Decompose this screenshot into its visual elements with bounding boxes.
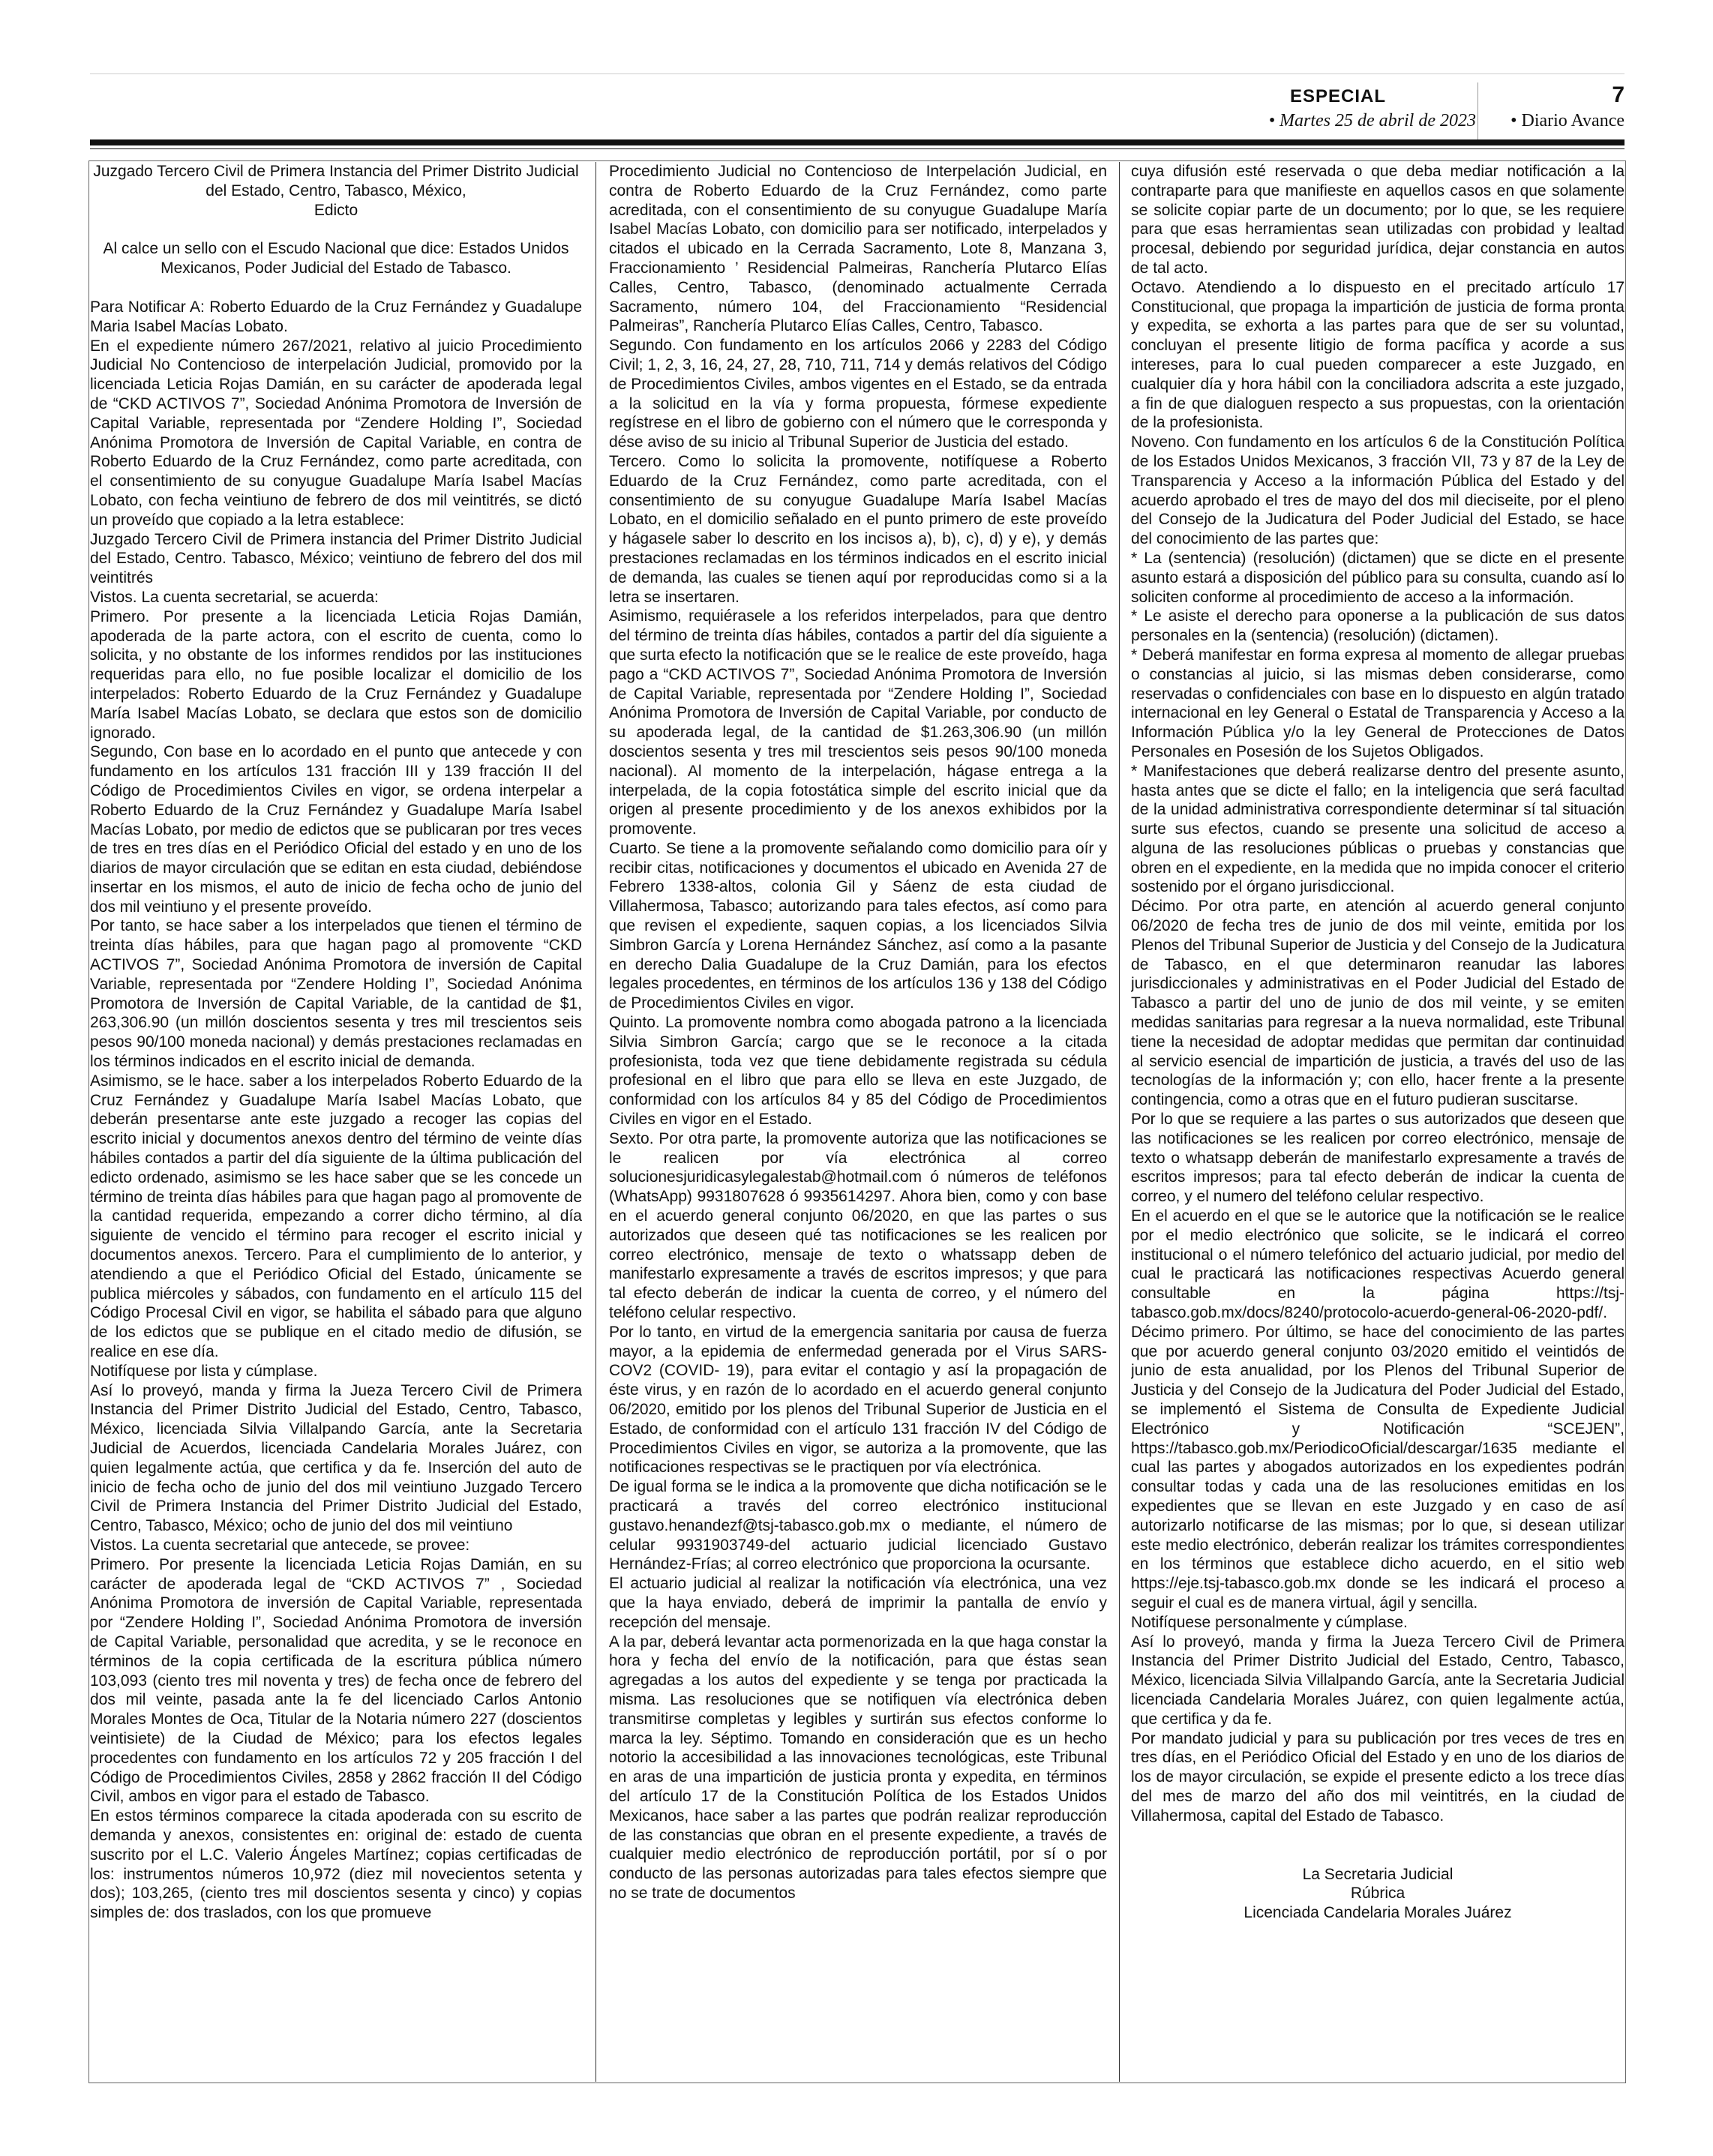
paragraph: Décimo primero. Por último, se hace del conocimiento de las partes que por acuerdo general conjunto 03/2020 emitido el veintidós de junio de esta anualidad, por los Plenos del Tribunal Superior de Justicia y del Consejo de la Judicatura del Poder Judicial del Estado, se implementó el Sistema de Consulta de Expediente Judicial Electrónico y Notificación “SCEJEN”, https://tabasco.gob.mx/PeriodicoOficial/descargar/1635 mediante el cual las partes y abogados autorizados en los expedientes podrán consultar todas y cada una de las resoluciones emitidas en los expedientes que se llevan en este Juzgado y en caso de así autorizarlo notificarse de las mismas; por lo que, si desean utilizar este medio electrónico, deberán realizar los trámites correspondientes en los términos que establece dicho acuerdo, en el sitio web https://eje.tsj-tabasco.gob.mx donde se les indicará el proceso a seguir el cual es de manera virtual, ágil y sencilla.: [1131, 1323, 1624, 1612]
paragraph: * Deberá manifestar en forma expresa al momento de allegar pruebas o constancias al juicio, si las mismas deben considerarse, como reservadas o confidenciales con base en lo dispuesto en algún tratado internacional en ley General o Estatal de Transparencia y Acceso a la Información Pública y/o la ley General de Protecciones de Datos Personales en Posesión de los Sujetos Obligados.: [1131, 646, 1624, 760]
section-label: ESPECIAL: [1289, 86, 1386, 106]
paragraph: Quinto. La promovente nombra como abogada patrono a la licenciada Silvia Simbron García; cargo que se le reconoce a la citada profesionista, toda vez que tiene debidamente registrada su cédula profesional en el libro que para ello se lleva en este Juzgado, de conformidad con los artículos 84 y 85 del Código de Procedimientos Civiles en vigor en el Estado.: [609, 1014, 1107, 1129]
column-1: [90, 162, 582, 2082]
seal-notice: Al calce un sello con el Escudo Nacional que dice: Estados Unidos Mexicanos, Poder Judicial del Estado de Tabasco.: [103, 240, 569, 277]
signature-rubric: Rúbrica: [1350, 1885, 1406, 1903]
paragraph: De igual forma se le indica a la promovente que dicha notificación se le practicará a través del correo electrónico institucional gustavo.henandezf@tsj-tabasco.gob.mx o mediante, el número de celular 9931903749-del actuario judicial licenciado Gustavo Hernández-Frías; al correo electrónico que proporciona la ocursante.: [609, 1478, 1107, 1573]
court-heading: Juzgado Tercero Civil de Primera Instancia del Primer Distrito Judicial del Estado, Centro, Tabasco, México,: [93, 163, 579, 199]
paragraph: Segundo. Con fundamento en los artículos 2066 y 2283 del Código Civil; 1, 2, 3, 16, 24, 27, 28, 710, 711, 714 y demás relativos del Código de Procedimientos Civiles, ambos vigentes en el Estado, se da entrada a la solicitud en la vía y forma propuesta, fórmese expediente regístrese en el libro de gobierno con el número que le corresponda y dése aviso de su inicio al Tribunal Superior de Justicia del estado.: [609, 337, 1107, 451]
paragraph: A la par, deberá levantar acta pormenorizada en la que haga constar la hora y fecha del envío de la notificación, para que éstas sean agregadas a los autos del expediente y se tenga por practicada la misma. Las resoluciones que se notifiquen vía electrónica deben transmitirse completas y legibles y surtirán sus efectos conforme lo marca la ley. Séptimo. Tomando en consideración que es un hecho notorio la accesibilidad a las innovaciones tecnológicas, este Tribunal en aras de una impartición de justicia pronta y expedita, en términos del artículo 17 de la Constitución Política de los Estados Unidos Mexicanos, hace saber a las partes que podrán realizar reproducción de las constancias que obran en el presente expediente, a través de cualquier medio electrónico de reproducción portátil, por sí o por conducto de las personas autorizadas para tales efectos siempre que no se trate de documentos: [609, 1633, 1107, 1902]
paragraph: El actuario judicial al realizar la notificación vía electrónica, una vez que la haya enviado, deberá de imprimir la pantalla de envío y recepción del mensaje.: [609, 1575, 1107, 1631]
paragraph: Notifíquese por lista y cúmplase.: [90, 1362, 318, 1380]
issue-date: • Martes 25 de abril de 2023: [1268, 111, 1476, 130]
paragraph: * La (sentencia) (resolución) (dictamen) que se dicte en el presente asunto estará a disposición del público para su consulta, cuando así lo soliciten conforme al procedimiento de acceso a la información.: [1131, 549, 1624, 606]
paragraph: Para Notificar A: Roberto Eduardo de la Cruz Fernández y Guadalupe Maria Isabel Macías Lobato.: [90, 298, 582, 335]
signature-name: Licenciada Candelaria Morales Juárez: [1244, 1904, 1512, 1922]
paragraph: Sexto. Por otra parte, la promovente autoriza que las notificaciones se le realicen por vía electrónica al correo solucionesjuridicasylegalestab@hotmail.com ó números de teléfonos (WhatsApp) 9931807628 ó 9935614297. Ahora bien, como y con base en el acuerdo general conjunto 06/2020, en que las partes o sus autorizados que deseen qué tas notificaciones se les realicen por correo electrónico, mensaje de texto o whatssapp deben de manifestarlo expresamente a través de escritos impresos; y que para tal efecto deberán de indicar la cuenta de correo, y el número del teléfono celular respectivo.: [609, 1129, 1107, 1322]
page-number: 7: [1612, 82, 1624, 107]
paragraph: Por lo que se requiere a las partes o sus autorizados que deseen que las notificaciones se les realicen por correo electrónico, mensaje de texto o whatsapp deberán de manifestarlo expresamente a través de escritos impresos; para tal efecto deberán de indicar la cuenta de correo, y el numero del teléfono celular respectivo.: [1131, 1111, 1624, 1206]
paragraph: Asimismo, se le hace. saber a los interpelados Roberto Eduardo de la Cruz Fernández y Guadalupe María Isabel Macías Lobato, que deberán presentarse ante este juzgado a recoger las copias del escrito inicial y documentos anexos dentro del término de veinte días hábiles contados a partir del día siguiente de la última publicación del edicto ordenado, asimismo se les hace saber que se les concede un término de treinta días hábiles para que hagan pago al promovente de la cantidad requerida, empezando a correr dicho término, al día siguiente de vencido el término para recoger el escrito inicial y documentos anexos. Tercero. Para el cumplimiento de lo anterior, y atendiendo a que el Periódico Oficial del Estado, únicamente se publica miércoles y sábados, con fundamento en el artículo 115 del Código Procesal Civil en vigor, se habilita el sábado para que alguno de los edictos que se publique en el citado medio de difusión, se realice en ese día.: [90, 1072, 582, 1361]
paragraph: Tercero. Como lo solicita la promovente, notifíquese a Roberto Eduardo de la Cruz Fernández, como parte acreditada, con el consentimiento de su conyugue Guadalupe María Isabel Macías Lobato, en el domicilio señalado en el punto primero de este proveído y hágasele saber lo descrito en los incisos a), b), c), d) y e), y demás prestaciones reclamadas en los términos indicados en el escrito inicial de demanda, las cuales se tienen aquí por reproducidas como si a la letra se insertaren.: [609, 452, 1107, 606]
edict-title: Edicto: [314, 201, 358, 219]
paragraph: Décimo. Por otra parte, en atención al acuerdo general conjunto 06/2020 de fecha tres de junio de dos mil veinte, emitida por los Plenos del Tribunal Superior de Justicia y del Consejo de la Judicatura de Tabasco, en el que determinaron reanudar las labores jurisdiccionales y administrativas en el Poder Judicial del Estado de Tabasco a partir del uno de junio de dos mil veinte, y se emiten medidas sanitarias para regresar a la nueva normalidad, este Tribunal tiene la necesidad de adoptar medidas que permitan dar continuidad al servicio esencial de impartición de justicia, a través del uso de las tecnologías de la información y; con ello, hacer frente a la presente contingencia, como a otras que en el futuro pudieran suscitarse.: [1131, 898, 1624, 1109]
paragraph: Noveno. Con fundamento en los artículos 6 de la Constitución Política de los Estados Unidos Mexicanos, 3 fracción VII, 73 y 87 de la Ley de Transparencia y Acceso a la información Pública del Estado y del acuerdo aprobado el tres de mayo del dos mil dieciseite, por el pleno del Consejo de la Judicatura del Poder Judicial del Estado, se hace del conocimiento de las partes que:: [1131, 433, 1624, 548]
paragraph: Procedimiento Judicial no Contencioso de Interpelación Judicial, en contra de Roberto Eduardo de la Cruz Fernández, como parte acreditada, con el consentimiento de su conyugue Guadalupe María Isabel Macías Lobato, con domicilio para ser notificado, interpelados y citados el ubicado en la Cerrada Sacramento, Lote 8, Manzana 3, Fraccionamiento ’ Residencial Palmeiras, Ranchería Plutarco Elías Calles, Centro, Tabasco, (denominado actualmente Cerrada Sacramento, número 104, del Fraccionamiento “Residencial Palmeiras”, Ranchería Plutarco Elías Calles, Centro, Tabasco.: [609, 163, 1107, 335]
paragraph: Primero. Por presente a la licenciada Leticia Rojas Damián, apoderada de la parte actora, con el escrito de cuenta, como lo solicita, y no obstante de los informes rendidos por las instituciones requeridas para ello, no fue posible localizar el domicilio de los interpelados: Roberto Eduardo de la Cruz Fernández y Guadalupe María Isabel Macías Lobato, se declara que estos son de domicilio ignorado.: [90, 607, 582, 742]
column-divider-2: [1119, 162, 1120, 2082]
paragraph: cuya difusión esté reservada o que deba mediar notificación a la contraparte para que manifieste en aquellos casos en que solamente se solicite copiar parte de un documento; por lo que, se les requiere para que esas herramientas sean utilizadas con probidad y lealtad procesal, debiendo por seguridad jurídica, dejar constancia en autos de tal acto.: [1131, 163, 1624, 277]
top-hairline: [90, 73, 1624, 74]
paragraph: * Le asiste el derecho para oponerse a la publicación de sus datos personales en la (sentencia) (resolución) (dictamen).: [1131, 607, 1624, 645]
paragraph: Así lo proveyó, manda y firma la Jueza Tercero Civil de Primera Instancia del Primer Distrito Judicial del Estado, Centro, Tabasco, México, licenciada Silvia Villalpando García, ante la Secretaria Judicial licenciada Candelaria Morales Juárez, con quien legalmente actúa, que certifica y da fe.: [1131, 1633, 1624, 1728]
paragraph: Octavo. Atendiendo a lo dispuesto en el precitado artículo 17 Constitucional, que propaga la impartición de justicia de forma pronta y expedita, se exhorta a las partes para que de ser su voluntad, concluyan el presente litigio de forma pacífica y acorde a sus intereses, para lo cual pueden comparecer a este Juzgado, en cualquier día y hora hábil con la conciliadora adscrita a este juzgado, a fin de que dialoguen respecto a sus propuestas, con la orientación de la profesionista.: [1131, 278, 1624, 432]
paragraph: En estos términos comparece la citada apoderada con su escrito de demanda y anexos, consistentes en: original de: estado de cuenta suscrito por el L.C. Valerio Ángeles Martínez; copias certificadas de los: instrumentos números 10,972 (diez mil novecientos setenta y dos); 103,265, (ciento tres mil doscientos sesenta y cinco) y copias simples de: dos traslados, con los que promueve: [90, 1807, 582, 1922]
paragraph: Vistos. La cuenta secretarial, se acuerda:: [90, 588, 379, 606]
paragraph: Por tanto, se hace saber a los interpelados que tienen el término de treinta días hábiles, para que hagan pago al promovente “CKD ACTIVOS 7”, Sociedad Anónima Promotora de inversión de Capital Variable, representada por “Zendere Holding I”, Sociedad Anónima Promotora de Inversión de Capital Variable, de la cantidad de $1, 263,306.90 (un millón doscientos sesenta y tres mil trescientos seis pesos 90/100 moneda nacional) y demás prestaciones reclamadas en los términos indicados en el escrito inicial de demanda.: [90, 917, 582, 1071]
paragraph: Por lo tanto, en virtud de la emergencia sanitaria por causa de fuerza mayor, a la epidemia de enfermedad generada por el Virus SARS-COV2 (COVID- 19), para evitar el contagio y así la propagación de éste virus, y en razón de lo acordado en el acuerdo general conjunto 06/2020, emitido por los plenos del Tribunal Superior de Justicia en el Estado, de conformidad con el artículo 131 fracción IV del Código de Procedimientos Civiles en vigor, se autoriza a la promovente, que las notificaciones respectivas se le practiquen por vía electrónica.: [609, 1323, 1107, 1477]
paragraph: Segundo, Con base en lo acordado en el punto que antecede y con fundamento en los artículos 131 fracción III y 139 fracción II del Código de Procedimientos Civiles en vigor, se ordena interpelar a Roberto Eduardo de la Cruz Fernández y Guadalupe María Isabel Macías Lobato, por medio de edictos que se publicaran por tres veces de tres en tres días en el Periódico Oficial del estado y en uno de los diarios de mayor circulación que se editan en esta ciudad, debiéndose insertar en los mismos, el auto de inicio de fecha ocho de junio del dos mil veintiuno y el presente proveído.: [90, 743, 582, 916]
paragraph: En el expediente número 267/2021, relativo al juicio Procedimiento Judicial No Contencioso de interpelación Judicial, promovido por la licenciada Leticia Rojas Damián, en su carácter de apoderada legal de “CKD ACTIVOS 7”, Sociedad Anónima Promotora de Inversión de Capital Variable, representada por “Zendere Holding I”, Sociedad Anónima Promotora de Inversión de Capital Variable, en contra de Roberto Eduardo de la Cruz Fernández, como parte acreditada, con el consentimiento de su conyugue Guadalupe María Isabel Macías Lobato, con fecha veintiuno de febrero de dos mil veintitrés, se dictó un proveído que copiado a la letra establece:: [90, 337, 582, 529]
paragraph: Primero. Por presente la licenciada Leticia Rojas Damián, en su carácter de apoderada legal de “CKD ACTIVOS 7” , Sociedad Anónima Promotora de inversión de Capital Variable, representada por “Zendere Holding I”, Sociedad Anónima Promotora de inversión de Capital Variable, personalidad que acredita, y se le reconoce en términos de la copia certificada de la escritura pública número 103,093 (ciento tres mil noventa y tres) de fecha once de febrero del dos mil veinte, pasada ante la fe del licenciado Carlos Antonio Morales Montes de Oca, Titular de la Notaria número 227 (doscientos veintisiete) de la Ciudad de México; para los efectos legales procedentes con fundamento en los artículos 72 y 205 fracción I del Código de Procedimientos Civiles, 2858 y 2862 fracción II del Código Civil, ambos en vigor para el estado de Tabasco.: [90, 1555, 582, 1806]
signature-title: La Secretaria Judicial: [1302, 1865, 1454, 1883]
newspaper-name: • Diario Avance: [1510, 111, 1624, 130]
column-2: [609, 162, 1107, 2082]
paragraph: Asimismo, requiérasele a los referidos interpelados, para que dentro del término de treinta días hábiles, contados a partir del día siguiente a que surta efecto la notificación que se le realice de este proveído, haga pago a “CKD ACTIVOS 7”, Sociedad Anónima Promotora de Inversión de Capital Variable, representada por “Zendere Holding I”, Sociedad Anónima Promotora de Inversión de Capital Variable, por conducto de su apoderada legal, de la cantidad de $1.263,306.90 (un millón doscientos sesenta y tres mil trescientos seis pesos 90/100 moneda nacional). Al momento de la interpelación, hágase entrega a la interpelada, de la copia fotostática simple del escrito inicial que da origen al presente procedimiento y de los anexos exhibidos por la promovente.: [609, 607, 1107, 838]
paragraph: Así lo proveyó, manda y firma la Jueza Tercero Civil de Primera Instancia del Primer Distrito Judicial del Estado, Centro, Tabasco, México, licenciada Silvia Villalpando García, ante la Secretaria Judicial de Acuerdos, licenciada Candelaria Morales Juárez, con quien legalmente actúa, que certifica y da fe. Inserción del auto de inicio de fecha ocho de junio del dos mil veintiuno Juzgado Tercero Civil de Primera Instancia del Primer Distrito Judicial del Estado, Centro, Tabasco, México; ocho de junio del dos mil veintiuno: [90, 1381, 582, 1535]
paragraph: En el acuerdo en el que se le autorice que la notificación se le realice por el medio electrónico que solicite, se le indicará el correo institucional o el número telefónico del actuario judicial, por medio del cual le practicará las notificaciones respectivas Acuerdo general consultable en la página https://tsj-tabasco.gob.mx/docs/8240/protocolo-acuerdo-general-06-2020-pdf/.: [1131, 1207, 1624, 1322]
paragraph: Notifíquese personalmente y cúmplase.: [1131, 1613, 1408, 1631]
header-rule-thin: [90, 148, 1624, 149]
paragraph: Vistos. La cuenta secretarial que antecede, se provee:: [90, 1536, 470, 1554]
paragraph: Por mandato judicial y para su publicación por tres veces de tres en tres días, en el Periódico Oficial del Estado y en uno de los diarios de los de mayor circulación, se expide el presente edicto a los trece días del mes de marzo del año dos mil veintitrés, en la ciudad de Villahermosa, capital del Estado de Tabasco.: [1131, 1729, 1624, 1825]
paragraph: Juzgado Tercero Civil de Primera instancia del Primer Distrito Judicial del Estado, Centro. Tabasco, México; veintiuno de febrero del dos mil veintitrés: [90, 530, 582, 587]
page-header: [90, 82, 1624, 142]
column-3: [1131, 162, 1624, 2082]
header-rule-thick: [90, 139, 1624, 145]
paragraph: * Manifestaciones que deberá realizarse dentro del presente asunto, hasta antes que se dicte el fallo; en la inteligencia que será facultad de la unidad administrativa correspondiente determinar sí tal situación surte sus efectos, cuando se presente una solicitud de acceso a alguna de las resoluciones públicas o pruebas y constancias que obren en el expediente, en la medida que no impida conocer el criterio sostenido por el órgano jurisdiccional.: [1131, 762, 1624, 896]
paragraph: Cuarto. Se tiene a la promovente señalando como domicilio para oír y recibir citas, notificaciones y documentos el ubicado en Avenida 27 de Febrero 1338-altos, colonia Gil y Sáenz de esta ciudad de Villahermosa, Tabasco; autorizando para tales efectos, así como para que revisen el expediente, saquen copias, a los licenciados Silvia Simbron García y Lorena Hernández Sánchez, así como a la pasante en derecho Dalia Guadalupe de la Cruz Damián, para los efectos legales procedentes, en términos de los artículos 136 y 138 del Código de Procedimientos Civiles en vigor.: [609, 839, 1107, 1012]
